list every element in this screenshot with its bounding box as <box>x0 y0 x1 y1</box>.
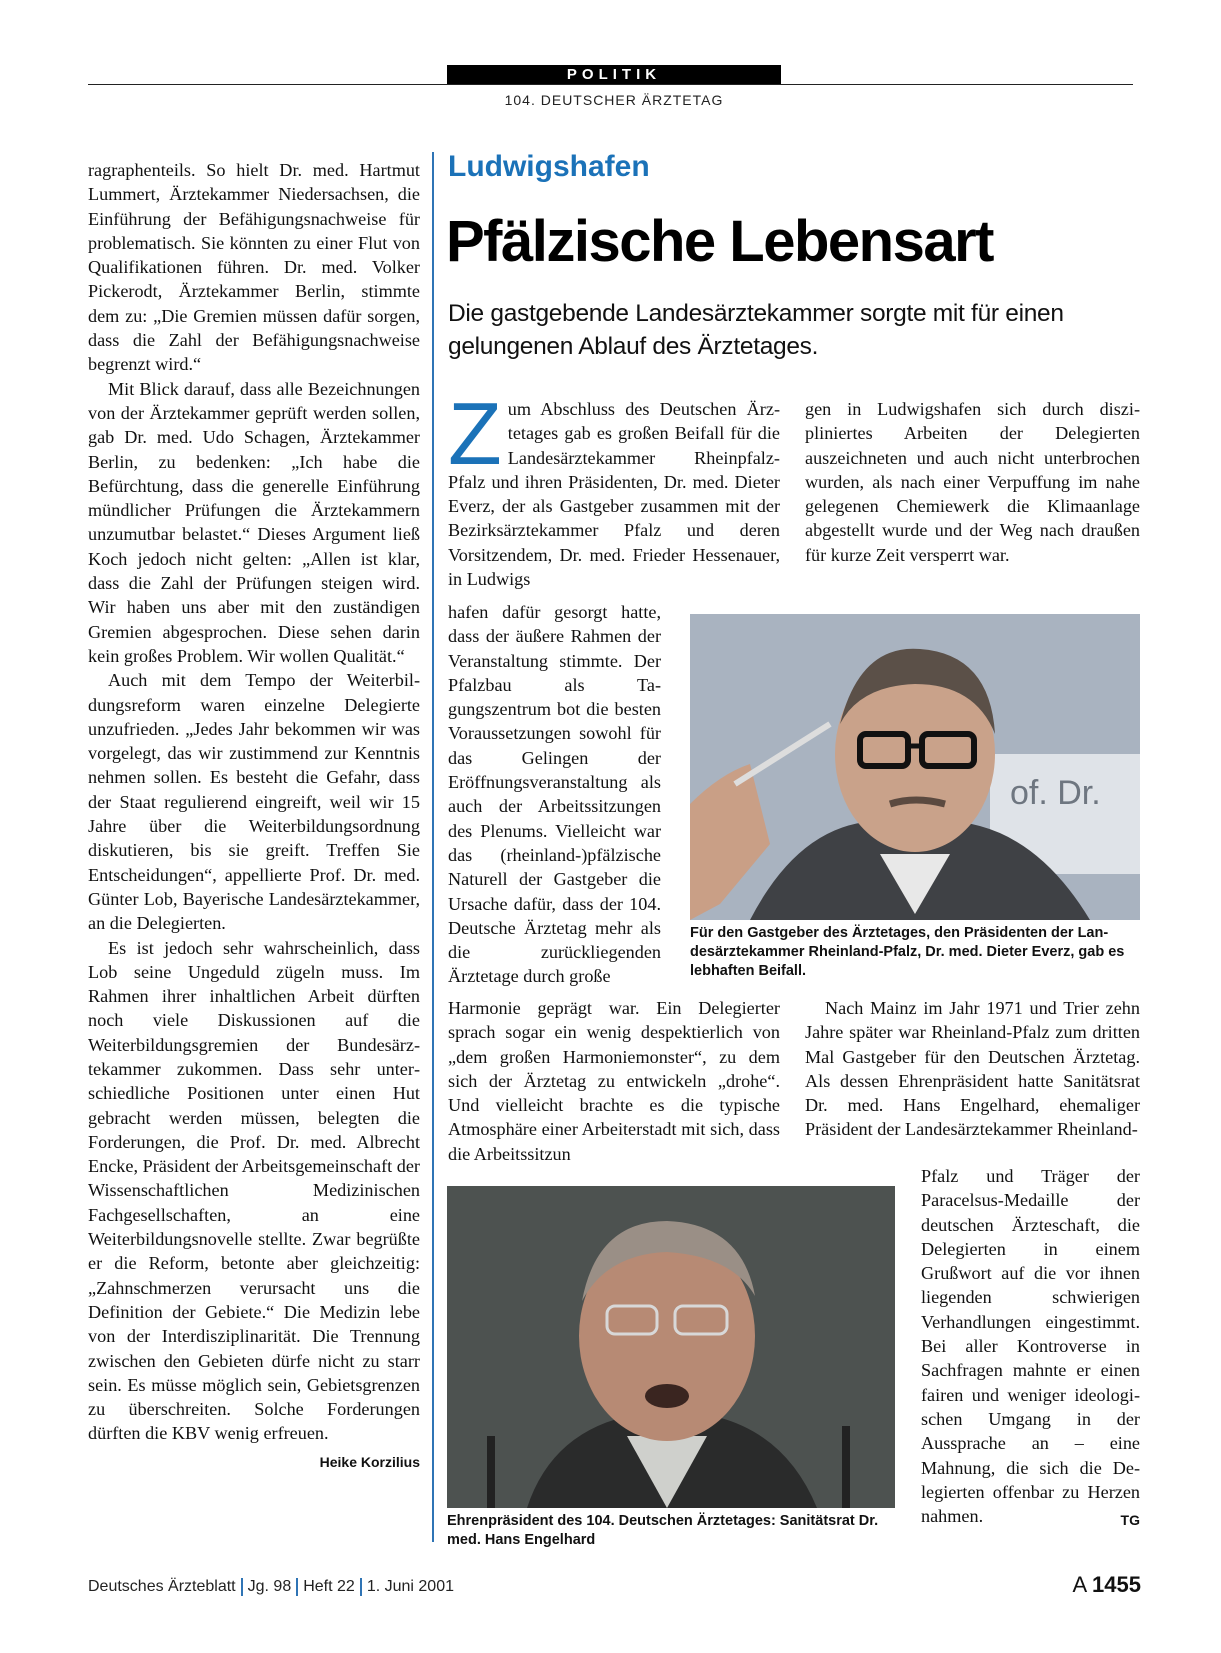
page-number <box>1072 1572 1141 1598</box>
article-kicker: Ludwigshafen <box>448 150 650 183</box>
paragraph: gen in Ludwigshafen sich durch diszipliniertes Arbeiten der Delegierten auszeichneten und auch nicht unterbrochen wurden, als nach einer Verpuffung im nahe gelegenen Chemiewerk die Klimaanlage abgestellt wurde und der Weg nach draußen für kurze Zeit versperrt war. <box>805 399 1140 565</box>
column-right-narrow <box>921 1164 1140 1532</box>
journal-issue: Heft 22 <box>303 1578 355 1596</box>
paragraph: Harmonie geprägt war. Ein Delegierter sprach sogar ein wenig despektierlich von „dem großen Harmoniemonster“, zu dem sich der Ärztetag zu entwickeln „drohe“. Und vielleicht brachte es die typische Atmosphäre einer Arbeiterstadt mit sich, dass die Arbeitssitzun <box>448 998 780 1164</box>
drop-cap: Z <box>448 384 502 483</box>
section-label: POLITIK <box>447 65 781 85</box>
paragraph <box>448 384 780 591</box>
paragraph-text: um Abschluss des Deutschen Ärztetages gab es großen Beifall für die Landesärztekammer Rheinpfalz-Pfalz und ihren Präsidenten, Dr. med. Dieter Everz, der als Gastgeber zusammen mit der Bezirksärztekammer Pfalz und deren Vorsitzendem, Dr. med. Frieder Hessenauer, in Ludwigs <box>448 399 780 590</box>
journal-name: Deutsches Ärzteblatt <box>88 1578 236 1596</box>
column-right-lower <box>805 996 1140 1142</box>
column-right <box>805 397 1140 567</box>
column-middle <box>448 384 780 591</box>
photo-hans-engelhard-illustration <box>447 1186 895 1508</box>
paragraph: Auch mit dem Tempo der Weiterbildungsreform waren einzelne Delegierte unzufrieden. „Jedes Jahr bekommen wir was vorgelegt, das wir zustimmend zur Kenntnis nehmen sollen. Es besteht die Gefahr, dass der Staat regulierend eingreift, weil wir 15 Jahre über die Weiterbildungsordnung diskutieren, bis sie greift. Treffen Sie Entscheidungen“, appellierte Prof. Dr. med. Günter Lob, Bayerische Landesärztekammer, an die Delegierten. <box>88 670 420 934</box>
paragraph: ragraphenteils. So hielt Dr. med. Hartmut Lummert, Ärztekammer Niedersachsen, die Einführung der Befähigungsnachweise für problematisch. Sie könnten zu einer Flut von Qualifikationen führen. Dr. med. Volker Pickerodt, Ärztekammer Berlin, stimmte dem zu: „Die Gremien müssen dafür sorgen, dass die Zahl der Befähigungsnachweise begrenzt wird.“ <box>88 160 420 375</box>
footer-separator <box>360 1578 362 1596</box>
footer-separator <box>296 1578 298 1596</box>
photo-caption: Für den Gastgeber des Ärztetages, den Präsidenten der Landesärztekammer Rheinland-Pfalz, Dr. med. Dieter Everz, gab es lebhaften Beifall. <box>690 925 1125 979</box>
name-sign-text: of. Dr. <box>1010 774 1101 812</box>
header-rule <box>88 84 1133 85</box>
photo-caption: Ehrenpräsident des 104. Deutschen Ärztetages: Sanitätsrat Dr. med. Hans Engelhard <box>447 1513 879 1548</box>
column-middle-wrap: hafen dafür gesorgt hatte, dass der äußere Rahmen der Veranstaltung stimmte. Der Pfalzbau als Tagungszentrum bot die besten Voraussetzungen sowohl für das Gelingen der Eröffnungsveranstaltung als auch der Arbeitssitzungen des Plenums. Vielleicht war das (rheinland-)pfälzische Naturell der Gastgeber die Ursache dafür, dass der 104. Deutsche Ärztetag mehr als die zurückliegenden Ärztetage durch große <box>448 602 661 987</box>
column-divider <box>432 152 434 1542</box>
footer-separator <box>241 1578 243 1596</box>
column-left <box>88 158 420 1474</box>
page-value: 1455 <box>1092 1572 1141 1597</box>
paragraph: Nach Mainz im Jahr 1971 und Trier zehn Jahre später war Rheinland-Pfalz zum dritten Mal Gastgeber für den Deutschen Ärztetag. Als dessen Ehrenpräsident hatte Sanitätsrat Dr. med. Hans Engelhard, ehemaliger Präsident der Landesärztekammer Rheinland- <box>805 998 1140 1140</box>
author-byline: Heike Korzilius <box>319 1453 420 1470</box>
paragraph-text: Es ist jedoch sehr wahrscheinlich, dass Lob seine Ungeduld zügeln muss. Im Rahmen ihrer inhaltlichen Arbeit dürften noch viele Diskussionen auf die Weiterbildungsgremien der Bundesärztekammer zukommen. Dass sehr unterschiedliche Positionen unter einen Hut gebracht werden müssen, belegten die Forderungen, die Prof. Dr. med. Albrecht Encke, Präsident der Arbeitsgemeinschaft der Wissenschaftlichen Medizinischen Fachgesellschaften, an eine Weiterbildungsnovelle stellte. Zwar begrüßte er die Reform, betonte aber gleichzeitig: „Zahnschmerzen verursacht uns die Definition der Gebiete.“ Die Medizin lebe von der Interdisziplinarität. Die Trennung zwischen den Gebieten dürfe nicht zu starr sein. Es müsse möglich sein, Gebietsgrenzen zu überschreiten. Solche Forderungen dürften die KBV wenig erfreuen. <box>88 937 420 1444</box>
photo-dieter-everz-illustration <box>690 614 1140 920</box>
journal-volume: Jg. 98 <box>247 1578 292 1596</box>
photo-dieter-everz <box>690 614 1140 920</box>
paragraph: Mit Blick darauf, dass alle Bezeichnungen von der Ärztekammer geprüft werden sollen, gab Dr. med. Udo Schagen, Ärztekammer Berlin, zu bedenken: „Ich habe die Befürchtung, dass die generelle Einführung mündlicher Prüfungen die Ärztekammern unzumutbar belastet.“ Dieses Argument ließ Koch jedoch nicht gelten: „Allen ist klar, dass die Zahl der Prüfungen steigen wird. Wir haben uns aber mit den zuständigen Gremien abgesprochen. Diese sehen darin kein großes Problem. Wir wollen Qualität.“ <box>88 378 420 666</box>
article-headline: Pfälzische Lebensart <box>446 209 993 274</box>
paragraph <box>921 1164 1140 1528</box>
photo-hans-engelhard <box>447 1186 895 1508</box>
page-prefix: A <box>1072 1572 1086 1597</box>
column-middle-tail <box>448 996 780 1166</box>
article-deck: Die gastgebende Landesärztekammer sorgte mit für einen gelungenen Ablauf des Ärztetages. <box>448 300 1064 360</box>
paragraph <box>88 936 420 1470</box>
author-initials: TG <box>1120 1512 1140 1529</box>
paragraph-text: Pfalz und Träger der Paracelsus-Medaille der deutschen Ärzteschaft, die Delegierten in einem Grußwort auf die vor ihnen liegenden schwierigen Verhandlungen eingestimmt. Bei aller Kontroverse in Sachfragen mahnte er einen fairen und weniger ideologischen Umgang in der Aussprache an – eine Mahnung, die sich die Delegierten offenbar zu Herzen nahmen. <box>921 1166 1140 1527</box>
page-footer <box>88 1578 454 1596</box>
journal-date: 1. Juni 2001 <box>366 1578 454 1596</box>
event-label: 104. DEUTSCHER ÄRZTETAG <box>504 92 724 108</box>
